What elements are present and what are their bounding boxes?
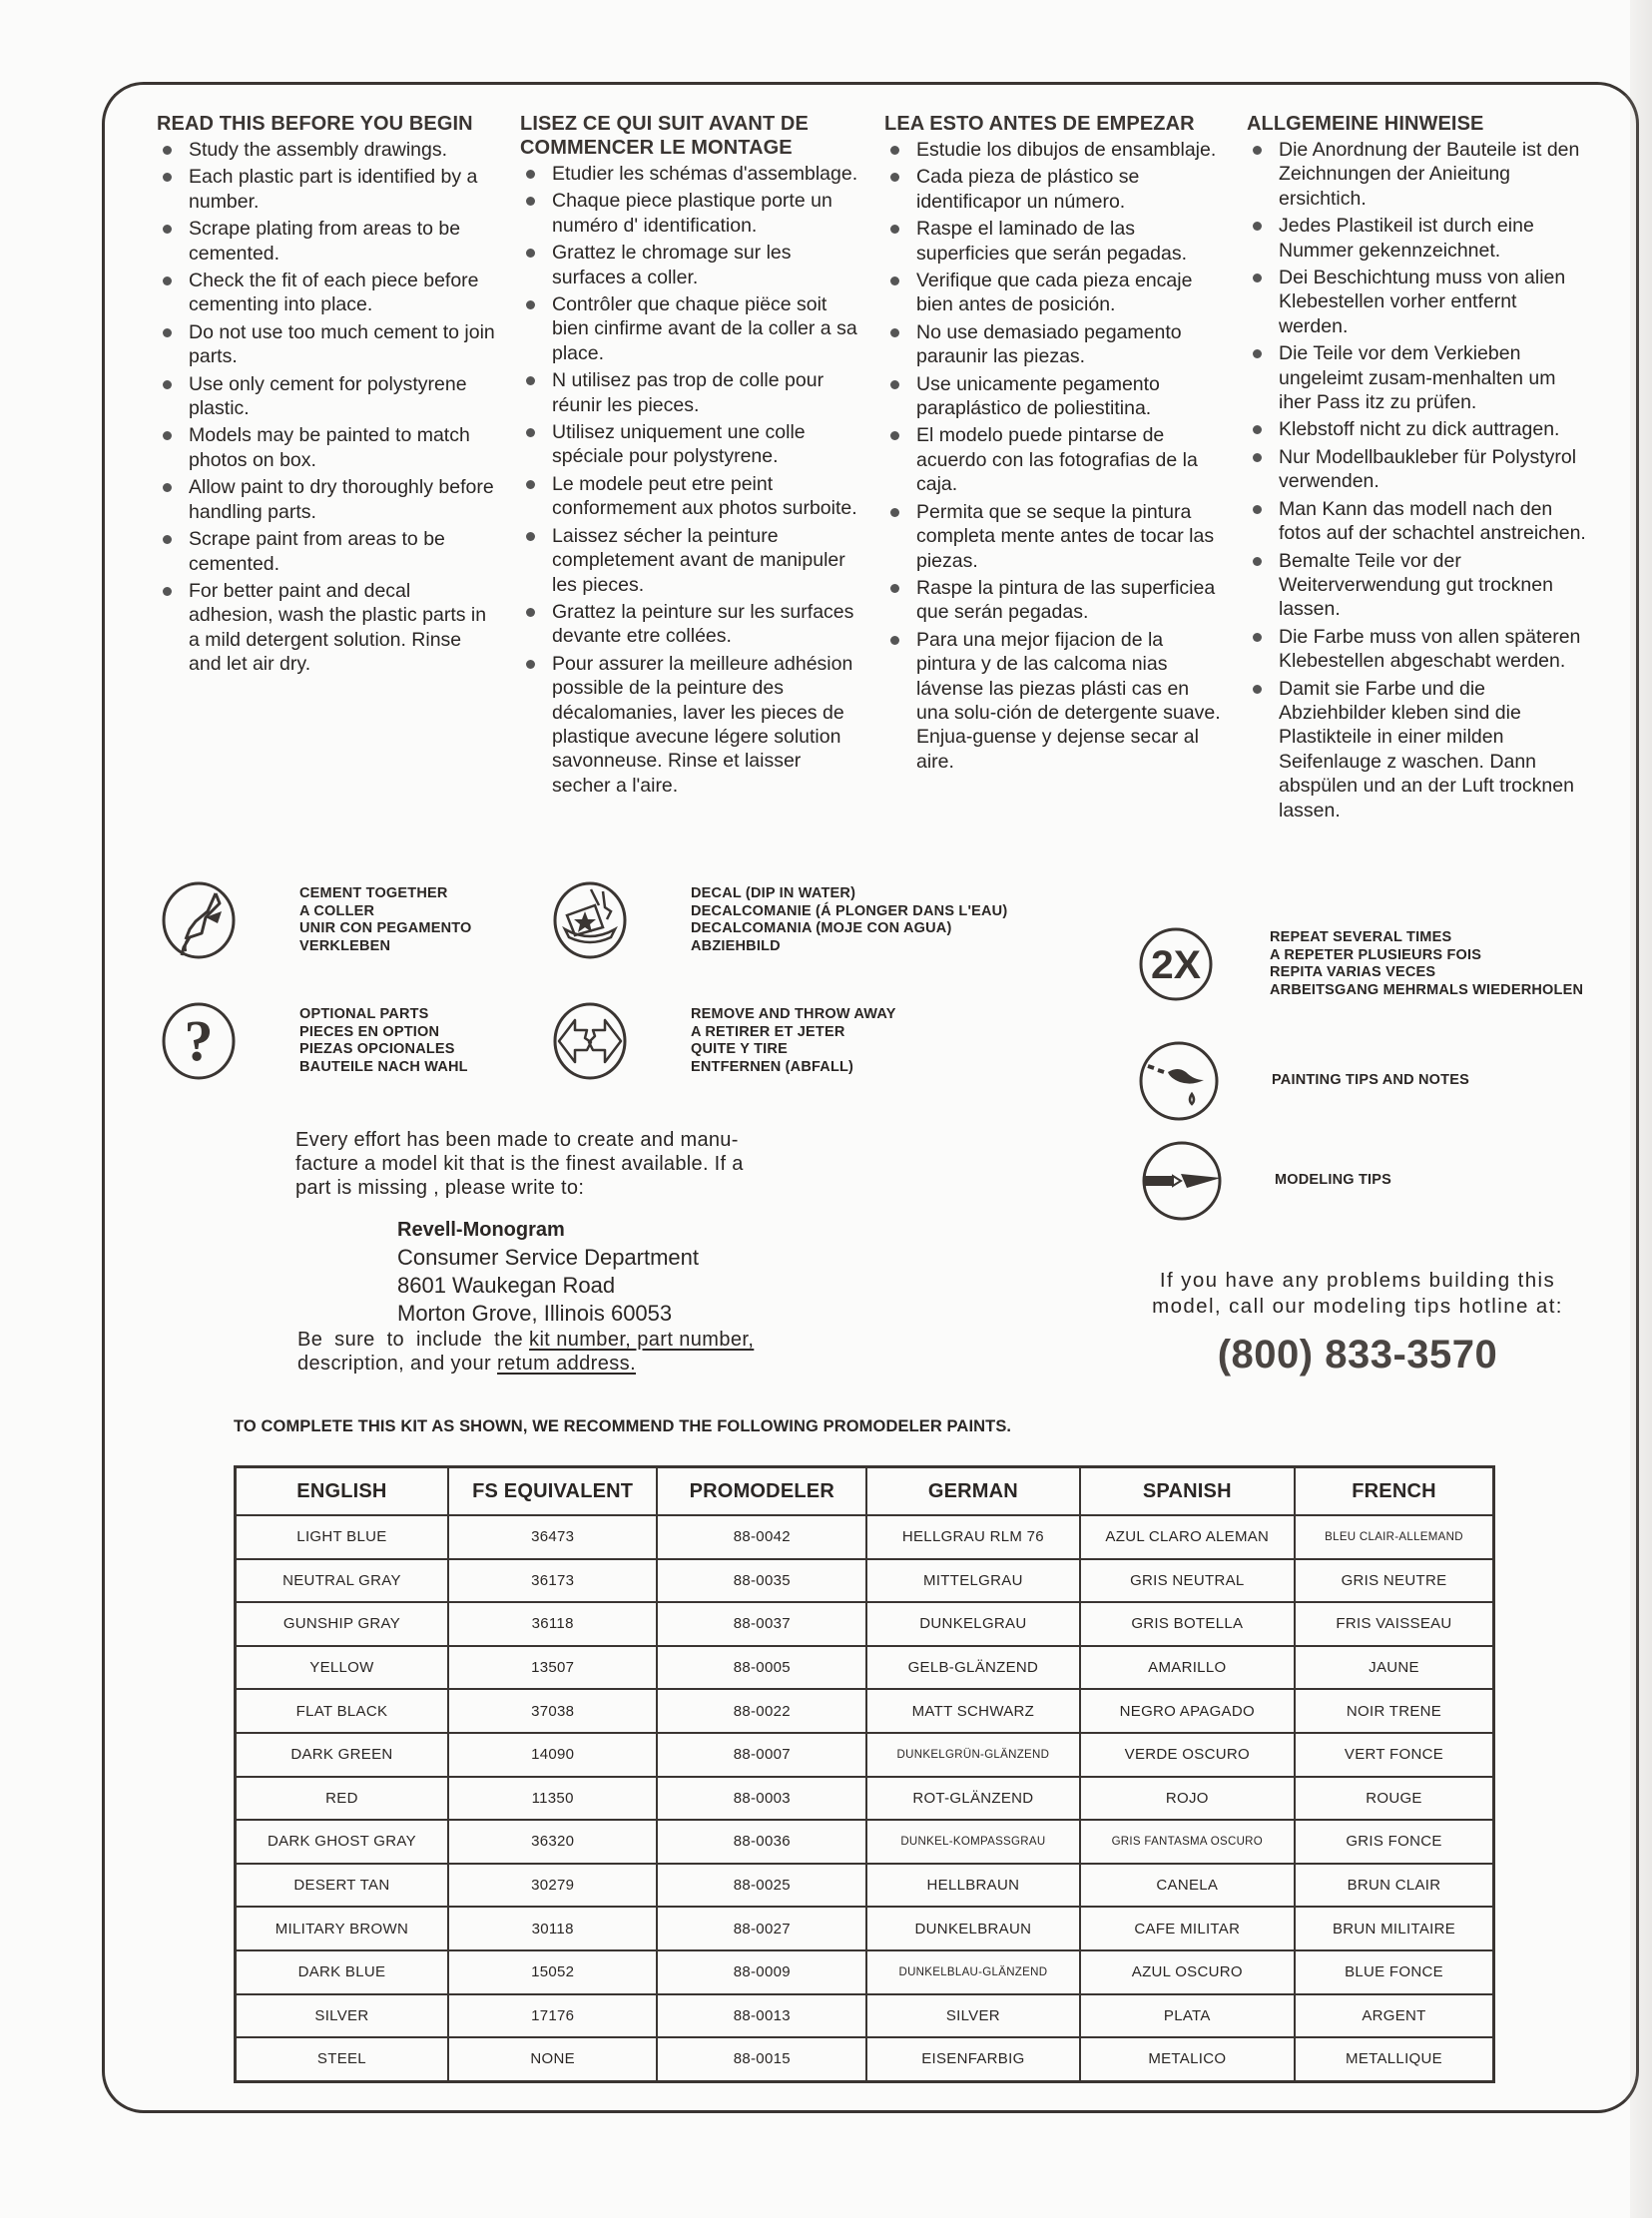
symbol-modeling bbox=[1141, 1140, 1391, 1222]
table-row bbox=[236, 1864, 1494, 1908]
table-cell: 36320 bbox=[448, 1820, 658, 1864]
symbol-optional bbox=[160, 1002, 468, 1080]
table-cell: BRUN CLAIR bbox=[1295, 1864, 1494, 1908]
instruction-item: Raspe el laminado de las superficies que serán pegadas. bbox=[884, 217, 1224, 266]
text-line: ARBEITSGANG MEHRMALS WIEDERHOLEN bbox=[1270, 981, 1584, 998]
table-cell: MATT SCHWARZ bbox=[866, 1689, 1080, 1733]
instruction-item: Laissez sécher la peinture completement avant de manipuler les pieces. bbox=[520, 524, 859, 597]
instruction-item: No use demasiado pegamento paraunir las piezas. bbox=[884, 320, 1224, 369]
text-line: REMOVE AND THROW AWAY bbox=[691, 1006, 896, 1022]
text-line: facture a model kit that is the finest available. If a bbox=[295, 1153, 744, 1175]
address-street: 8601 Waukegan Road bbox=[397, 1273, 616, 1298]
table-cell: 37038 bbox=[448, 1689, 658, 1733]
table-cell: BLUE FONCE bbox=[1295, 1950, 1494, 1994]
include-underlined: kit number, part number, bbox=[529, 1329, 755, 1351]
table-cell: 88-0013 bbox=[657, 1994, 866, 2038]
symbol-decal-labels bbox=[691, 885, 1007, 955]
symbol-painting-labels bbox=[1272, 1072, 1469, 1090]
table-cell: HELLBRAUN bbox=[866, 1864, 1080, 1908]
table-cell: GRIS NEUTRAL bbox=[1080, 1559, 1295, 1603]
table-cell: 88-0005 bbox=[657, 1646, 866, 1690]
symbol-modeling-labels bbox=[1275, 1172, 1391, 1190]
address-city: Morton Grove, Illinois 60053 bbox=[397, 1301, 673, 1326]
repeat-2x-icon bbox=[1138, 926, 1214, 1002]
table-cell: PLATA bbox=[1080, 1994, 1295, 2038]
symbol-remove bbox=[551, 1002, 896, 1080]
column-header: SPANISH bbox=[1080, 1467, 1295, 1516]
instruction-item: Jedes Plastikeil ist durch eine Nummer gekennzeichnet. bbox=[1247, 214, 1591, 263]
table-cell: HELLGRAU RLM 76 bbox=[866, 1515, 1080, 1559]
table-cell: DUNKEL-KOMPASSGRAU bbox=[866, 1820, 1080, 1864]
paint-table-body bbox=[236, 1515, 1494, 2081]
symbol-optional-labels bbox=[299, 1006, 468, 1076]
text-line: OPTIONAL PARTS bbox=[299, 1006, 429, 1022]
mailing-address bbox=[397, 1216, 699, 1328]
table-cell: 36173 bbox=[448, 1559, 658, 1603]
decal-water-icon bbox=[551, 881, 629, 959]
text-line: BAUTEILE NACH WAHL bbox=[299, 1058, 468, 1075]
text-line: part is missing , please write to: bbox=[295, 1177, 585, 1199]
instruction-item: Grattez le chromage sur les surfaces a coller. bbox=[520, 241, 859, 289]
text-line: VERKLEBEN bbox=[299, 937, 391, 954]
table-cell: 11350 bbox=[448, 1777, 658, 1821]
table-cell: 13507 bbox=[448, 1646, 658, 1690]
include-line2-prefix: description, and your bbox=[297, 1353, 498, 1375]
table-cell: 30279 bbox=[448, 1864, 658, 1908]
text-line: ENTFERNEN (ABFALL) bbox=[691, 1058, 854, 1075]
table-cell: METALICO bbox=[1080, 2037, 1295, 2081]
instruction-item: Etudier les schémas d'assemblage. bbox=[520, 162, 859, 186]
text-line: A COLLER bbox=[299, 902, 375, 919]
table-cell: AMARILLO bbox=[1080, 1646, 1295, 1690]
table-cell: DESERT TAN bbox=[236, 1864, 448, 1908]
instructions-english bbox=[157, 112, 496, 680]
instructions-list bbox=[520, 162, 859, 798]
column-header: FRENCH bbox=[1295, 1467, 1494, 1516]
instructions-title: ALLGEMEINE HINWEISE bbox=[1247, 113, 1484, 135]
table-cell: 14090 bbox=[448, 1733, 658, 1777]
table-cell: DARK BLUE bbox=[236, 1950, 448, 1994]
table-cell: GRIS FANTASMA OSCURO bbox=[1080, 1820, 1295, 1864]
table-row bbox=[236, 1950, 1494, 1994]
paint-brush-icon bbox=[1138, 1040, 1220, 1122]
table-cell: GUNSHIP GRAY bbox=[236, 1602, 448, 1646]
table-cell: FRIS VAISSEAU bbox=[1295, 1602, 1494, 1646]
table-cell: BLEU CLAIR-ALLEMAND bbox=[1295, 1515, 1494, 1559]
table-cell: SILVER bbox=[866, 1994, 1080, 2038]
table-cell: GRIS FONCE bbox=[1295, 1820, 1494, 1864]
table-row bbox=[236, 1733, 1494, 1777]
instruction-item: Pour assurer la meilleure adhésion possible de la peinture des décalomanies, laver les pieces de plastique avecune légere solution savonneuse. Rinse et laisser secher a l'aire. bbox=[520, 652, 859, 798]
instruction-item: Scrape plating from areas to be cemented. bbox=[157, 217, 496, 266]
column-header: ENGLISH bbox=[236, 1467, 448, 1516]
symbol-cement bbox=[160, 881, 472, 959]
instruction-item: Chaque piece plastique porte un numéro d' identification. bbox=[520, 189, 859, 238]
table-cell: NEUTRAL GRAY bbox=[236, 1559, 448, 1603]
instruction-item: Nur Modellbaukleber für Polystyrol verwenden. bbox=[1247, 445, 1591, 494]
table-cell: EISENFARBIG bbox=[866, 2037, 1080, 2081]
paint-table-header bbox=[236, 1467, 1494, 1516]
instruction-item: Grattez la peinture sur les surfaces devante etre collées. bbox=[520, 600, 859, 649]
text-line: REPEAT SEVERAL TIMES bbox=[1270, 929, 1452, 945]
instruction-item: Die Teile vor dem Verkieben ungeleimt zusam-menhalten um iher Pass itz zu prüfen. bbox=[1247, 341, 1591, 414]
question-mark-icon bbox=[160, 1002, 238, 1080]
table-cell: MILITARY BROWN bbox=[236, 1907, 448, 1950]
instruction-item: Scrape paint from areas to be cemented. bbox=[157, 527, 496, 576]
table-row bbox=[236, 1602, 1494, 1646]
instructions-german bbox=[1247, 112, 1591, 826]
table-row bbox=[236, 1994, 1494, 2038]
instruction-item: Utilisez uniquement une colle spéciale pour polystyrene. bbox=[520, 420, 859, 469]
table-cell: 88-0025 bbox=[657, 1864, 866, 1908]
address-company: Revell-Monogram bbox=[397, 1219, 565, 1241]
instruction-item: Para una mejor fijacion de la pintura y de las calcoma nias lávense las piezas plásti cas en una solu-ción de detergente suave. Enjua-guense y dejense secar al aire. bbox=[884, 628, 1224, 774]
symbol-decal bbox=[551, 881, 1007, 959]
text-line: DECALCOMANIA (MOJE CON AGUA) bbox=[691, 920, 952, 936]
text-line: model, call our modeling tips hotline at: bbox=[1152, 1295, 1563, 1318]
instructions-title: LISEZ CE QUI SUIT AVANT DE COMMENCER LE MONTAGE bbox=[520, 113, 809, 159]
instructions-list bbox=[1247, 138, 1591, 823]
table-cell: DUNKELBLAU-GLÄNZEND bbox=[866, 1950, 1080, 1994]
table-cell: 88-0003 bbox=[657, 1777, 866, 1821]
table-cell: SILVER bbox=[236, 1994, 448, 2038]
table-cell: DUNKELGRÜN-GLÄNZEND bbox=[866, 1733, 1080, 1777]
instructions-french bbox=[520, 112, 859, 801]
table-cell: MITTELGRAU bbox=[866, 1559, 1080, 1603]
table-cell: RED bbox=[236, 1777, 448, 1821]
table-row bbox=[236, 1907, 1494, 1950]
instruction-item: Check the fit of each piece before cementing into place. bbox=[157, 269, 496, 317]
column-header: GERMAN bbox=[866, 1467, 1080, 1516]
column-header: FS EQUIVALENT bbox=[448, 1467, 658, 1516]
table-cell: 88-0007 bbox=[657, 1733, 866, 1777]
instructions-spanish bbox=[884, 112, 1224, 777]
table-cell: STEEL bbox=[236, 2037, 448, 2081]
table-cell: ROUGE bbox=[1295, 1777, 1494, 1821]
table-cell: 88-0037 bbox=[657, 1602, 866, 1646]
table-cell: CAFE MILITAR bbox=[1080, 1907, 1295, 1950]
text-line: If you have any problems building this bbox=[1159, 1269, 1556, 1292]
instruction-item: Klebstoff nicht zu dick auttragen. bbox=[1247, 417, 1591, 441]
address-department: Consumer Service Department bbox=[397, 1245, 700, 1270]
table-cell: 88-0027 bbox=[657, 1907, 866, 1950]
table-cell: DARK GHOST GRAY bbox=[236, 1820, 448, 1864]
table-cell: NOIR TRENE bbox=[1295, 1689, 1494, 1733]
instruction-item: N utilisez pas trop de colle pour réunir les pieces. bbox=[520, 368, 859, 417]
include-line2-underlined: retum address. bbox=[497, 1353, 637, 1375]
instruction-item: Damit sie Farbe und die Abziehbilder kleben sind die Plastikteile in einer milden Seifenlauge z waschen. Dann abspülen und an der Luft trocknen lassen. bbox=[1247, 677, 1591, 823]
table-row bbox=[236, 1515, 1494, 1559]
symbol-repeat bbox=[1138, 926, 1583, 1002]
paints-intro: TO COMPLETE THIS KIT AS SHOWN, WE RECOMMEND THE FOLLOWING PROMODELER PAINTS. bbox=[234, 1417, 1012, 1435]
table-cell: 88-0036 bbox=[657, 1820, 866, 1864]
paint-table bbox=[234, 1465, 1495, 2083]
cement-tube-icon bbox=[160, 881, 238, 959]
table-cell: GRIS NEUTRE bbox=[1295, 1559, 1494, 1603]
table-row bbox=[236, 2037, 1494, 2081]
table-cell: NONE bbox=[448, 2037, 658, 2081]
table-cell: 88-0035 bbox=[657, 1559, 866, 1603]
table-cell: 88-0015 bbox=[657, 2037, 866, 2081]
text-line: UNIR CON PEGAMENTO bbox=[299, 920, 472, 936]
text-line: REPITA VARIAS VECES bbox=[1270, 964, 1436, 980]
table-cell: LIGHT BLUE bbox=[236, 1515, 448, 1559]
instruction-item: Cada pieza de plástico se identificapor un número. bbox=[884, 165, 1224, 214]
instruction-item: Die Farbe muss von allen späteren Klebestellen abgeschabt werden. bbox=[1247, 625, 1591, 674]
instruction-item: Estudie los dibujos de ensamblaje. bbox=[884, 138, 1224, 162]
table-cell: NEGRO APAGADO bbox=[1080, 1689, 1295, 1733]
symbol-remove-labels bbox=[691, 1006, 896, 1076]
table-cell: DUNKELGRAU bbox=[866, 1602, 1080, 1646]
table-cell: JAUNE bbox=[1295, 1646, 1494, 1690]
table-cell: BRUN MILITAIRE bbox=[1295, 1907, 1494, 1950]
table-cell: GELB-GLÄNZEND bbox=[866, 1646, 1080, 1690]
text-line: CEMENT TOGETHER bbox=[299, 885, 448, 901]
table-cell: 30118 bbox=[448, 1907, 658, 1950]
instruction-item: Man Kann das modell nach den fotos auf der schachtel anstreichen. bbox=[1247, 497, 1591, 546]
instruction-item: Study the assembly drawings. bbox=[157, 138, 496, 162]
instruction-item: Le modele peut etre peint conformement aux photos surboite. bbox=[520, 472, 859, 521]
instruction-item: Allow paint to dry thoroughly before handling parts. bbox=[157, 475, 496, 524]
table-cell: ROJO bbox=[1080, 1777, 1295, 1821]
include-instructions bbox=[297, 1328, 754, 1376]
table-cell: 36473 bbox=[448, 1515, 658, 1559]
hobby-knife-icon bbox=[1141, 1140, 1223, 1222]
table-cell: METALLIQUE bbox=[1295, 2037, 1494, 2081]
table-cell: 17176 bbox=[448, 1994, 658, 2038]
table-cell: ARGENT bbox=[1295, 1994, 1494, 2038]
hotline-phone: (800) 833-3570 bbox=[1217, 1333, 1498, 1377]
hotline-box bbox=[1118, 1268, 1597, 1380]
table-row bbox=[236, 1646, 1494, 1690]
table-cell: 36118 bbox=[448, 1602, 658, 1646]
svg-text:?: ? bbox=[184, 1008, 214, 1073]
text-line: ABZIEHBILD bbox=[691, 937, 781, 954]
table-cell: GRIS BOTELLA bbox=[1080, 1602, 1295, 1646]
table-cell: FLAT BLACK bbox=[236, 1689, 448, 1733]
instruction-item: Each plastic part is identified by a number. bbox=[157, 165, 496, 214]
text-line: PIEZAS OPCIONALES bbox=[299, 1041, 455, 1057]
text-line: Every effort has been made to create and manu- bbox=[295, 1129, 739, 1151]
text-line: A REPETER PLUSIEURS FOIS bbox=[1270, 946, 1482, 963]
instruction-item: Do not use too much cement to join parts. bbox=[157, 320, 496, 369]
table-cell: YELLOW bbox=[236, 1646, 448, 1690]
table-cell: 15052 bbox=[448, 1950, 658, 1994]
table-cell: CANELA bbox=[1080, 1864, 1295, 1908]
table-cell: VERDE OSCURO bbox=[1080, 1733, 1295, 1777]
table-row bbox=[236, 1777, 1494, 1821]
symbol-painting bbox=[1138, 1040, 1469, 1122]
symbol-cement-labels bbox=[299, 885, 472, 955]
missing-parts-notice bbox=[295, 1128, 815, 1200]
table-cell: 88-0042 bbox=[657, 1515, 866, 1559]
remove-throw-away-icon bbox=[551, 1002, 629, 1080]
column-header: PROMODELER bbox=[657, 1467, 866, 1516]
instruction-item: Bemalte Teile vor der Weiterverwendung gut trocknen lassen. bbox=[1247, 549, 1591, 622]
instructions-title: READ THIS BEFORE YOU BEGIN bbox=[157, 113, 473, 135]
symbol-repeat-labels bbox=[1270, 929, 1583, 999]
text-line: MODELING TIPS bbox=[1275, 1172, 1391, 1189]
hotline-message bbox=[1118, 1268, 1597, 1320]
table-row bbox=[236, 1559, 1494, 1603]
table-cell: AZUL OSCURO bbox=[1080, 1950, 1295, 1994]
include-prefix: Be sure to include the bbox=[297, 1329, 530, 1351]
instruction-item: Verifique que cada pieza encaje bien antes de posición. bbox=[884, 269, 1224, 317]
instruction-item: Raspe la pintura de las superficiea que serán pegadas. bbox=[884, 576, 1224, 625]
text-line: PIECES EN OPTION bbox=[299, 1023, 440, 1040]
instruction-item: Use only cement for polystyrene plastic. bbox=[157, 372, 496, 421]
table-row bbox=[236, 1820, 1494, 1864]
table-cell: 88-0009 bbox=[657, 1950, 866, 1994]
instructions-list bbox=[884, 138, 1224, 774]
instruction-item: For better paint and decal adhesion, wash the plastic parts in a mild detergent solution. Rinse and let air dry. bbox=[157, 579, 496, 677]
instruction-item: Contrôler que chaque piëce soit bien cinfirme avant de la coller a sa place. bbox=[520, 292, 859, 365]
instructions-title: LEA ESTO ANTES DE EMPEZAR bbox=[884, 113, 1195, 135]
table-cell: ROT-GLÄNZEND bbox=[866, 1777, 1080, 1821]
instructions-list bbox=[157, 138, 496, 677]
table-cell: 88-0022 bbox=[657, 1689, 866, 1733]
table-cell: DUNKELBRAUN bbox=[866, 1907, 1080, 1950]
repeat-badge-text: 2X bbox=[1151, 943, 1202, 987]
text-line: A RETIRER ET JETER bbox=[691, 1023, 845, 1040]
text-line: DECAL (DIP IN WATER) bbox=[691, 885, 856, 901]
table-cell: DARK GREEN bbox=[236, 1733, 448, 1777]
instruction-item: El modelo puede pintarse de acuerdo con las fotografias de la caja. bbox=[884, 423, 1224, 496]
table-cell: AZUL CLARO ALEMAN bbox=[1080, 1515, 1295, 1559]
text-line: QUITE Y TIRE bbox=[691, 1041, 788, 1057]
text-line: DECALCOMANIE (Á PLONGER DANS L'EAU) bbox=[691, 902, 1008, 919]
table-cell: VERT FONCE bbox=[1295, 1733, 1494, 1777]
instruction-item: Models may be painted to match photos on box. bbox=[157, 423, 496, 472]
instruction-item: Dei Beschichtung muss von alien Klebestellen vorher entfernt werden. bbox=[1247, 266, 1591, 338]
instruction-item: Permita que se seque la pintura completa mente antes de tocar las piezas. bbox=[884, 500, 1224, 573]
instruction-item: Die Anordnung der Bauteile ist den Zeichnungen der Anieitung ersichtich. bbox=[1247, 138, 1591, 211]
table-row bbox=[236, 1689, 1494, 1733]
text-line: PAINTING TIPS AND NOTES bbox=[1272, 1072, 1469, 1089]
instruction-item: Use unicamente pegamento paraplástico de poliestitina. bbox=[884, 372, 1224, 421]
